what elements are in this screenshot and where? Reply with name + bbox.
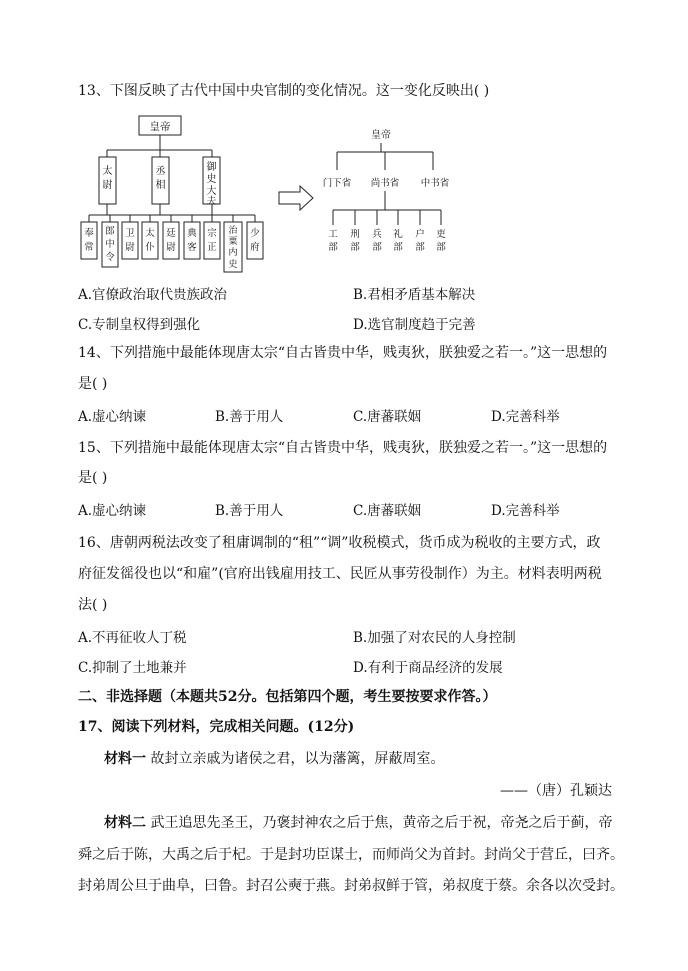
q13-option-b[interactable]: B.君相矛盾基本解决: [353, 287, 476, 303]
svg-text:仆: 仆: [145, 242, 155, 253]
svg-text:客: 客: [187, 242, 197, 253]
svg-text:郎: 郎: [105, 226, 115, 237]
svg-text:刑: 刑: [350, 229, 360, 240]
left-top-label: 皇帝: [149, 121, 171, 133]
left-bottom-row: [81, 215, 263, 272]
right-bottom-row: [328, 210, 446, 253]
q13-diagram: [0, 112, 688, 277]
svg-text:史: 史: [228, 260, 238, 270]
svg-text:正: 正: [207, 242, 217, 253]
q16-option-b[interactable]: B.加强了对农民的人身控制: [353, 630, 516, 646]
svg-text:奉: 奉: [84, 228, 94, 239]
svg-text:尉: 尉: [166, 242, 176, 253]
right-mid-2: 尚书省: [370, 178, 400, 189]
svg-text:工: 工: [328, 229, 338, 240]
svg-text:部: 部: [415, 242, 425, 253]
svg-text:吏: 吏: [436, 229, 446, 240]
q14-option-d[interactable]: D.完善科举: [491, 409, 560, 425]
svg-text:部: 部: [372, 242, 382, 253]
svg-text:部: 部: [350, 242, 360, 253]
left-mid-1-b: 尉: [102, 180, 113, 191]
left-mid-3-a: 御: [206, 162, 217, 173]
left-mid-2-a: 丞: [155, 166, 166, 177]
right-mid-3: 中书省: [420, 178, 450, 189]
svg-text:中: 中: [105, 239, 115, 250]
svg-text:少: 少: [250, 228, 260, 239]
svg-text:粟: 粟: [228, 237, 238, 247]
left-mid-2-b: 相: [155, 180, 166, 191]
right-top-label: 皇帝: [371, 130, 391, 141]
q14-option-c[interactable]: C.唐蕃联姻: [353, 409, 422, 425]
svg-text:令: 令: [105, 252, 115, 263]
q17-material-2-line-2: 舜之后于陈，大禹之后于杞。于是封功臣谋士，而师尚父为首封。封尚父于营丘，曰齐。: [78, 847, 624, 863]
q15-option-d[interactable]: D.完善科举: [491, 503, 560, 519]
q16-option-d[interactable]: D.有利于商品经济的发展: [353, 660, 503, 676]
q14-stem-2: 是( ): [78, 376, 108, 392]
svg-text:户: 户: [415, 229, 425, 240]
q16-option-c[interactable]: C.抑制了土地兼并: [78, 660, 187, 676]
svg-text:内: 内: [228, 248, 238, 258]
q15-option-b[interactable]: B.善于用人: [215, 503, 284, 519]
q14-stem-1: 14、下列措施中最能体现唐太宗“自古皆贵中华，贱夷狄，朕独爱之若一。”这一思想的: [78, 345, 608, 361]
svg-text:卫: 卫: [125, 228, 135, 239]
q14-option-a[interactable]: A.虚心纳谏: [78, 409, 147, 425]
q15-stem-2: 是( ): [78, 470, 108, 486]
q15-option-a[interactable]: A.虚心纳谏: [78, 503, 147, 519]
material-1-source: ——（唐）孔颖达: [500, 783, 612, 799]
q13-option-c[interactable]: C.专制皇权得到强化: [78, 317, 201, 333]
svg-text:府: 府: [250, 242, 260, 253]
q16-stem-2: 府征发徭役也以“和雇”(官府出钱雇用技工、民匠从事劳役制作）为主。材料表明两税: [78, 566, 602, 582]
svg-text:礼: 礼: [393, 229, 403, 240]
q16-stem-1: 16、唐朝两税法改变了租庸调制的“租”“调”收税模式，货币成为税收的主要方式，政: [78, 535, 601, 551]
svg-text:治: 治: [228, 226, 238, 236]
svg-text:太: 太: [145, 228, 155, 239]
q13-option-a[interactable]: A.官僚政治取代贵族政治: [78, 287, 228, 303]
q17-stem: 17、阅读下列材料，完成相关问题。(12分): [78, 719, 355, 735]
svg-text:常: 常: [84, 242, 94, 253]
q14-option-b[interactable]: B.善于用人: [215, 409, 284, 425]
q17-material-2-line-3: 封弟周公旦于曲阜，曰鲁。封召公奭于燕。封弟叔鲜于管，弟叔度于蔡。余各以次受封。: [78, 878, 624, 894]
material-1-label: 材料一: [104, 751, 146, 767]
left-mid-3-b: 史: [206, 174, 217, 185]
material-2-label: 材料二: [104, 815, 146, 831]
svg-text:部: 部: [328, 242, 338, 253]
svg-text:典: 典: [187, 228, 197, 239]
svg-text:廷: 廷: [166, 228, 176, 239]
q16-option-a[interactable]: A.不再征收人丁税: [78, 630, 187, 646]
section-2-heading: 二、非选择题（本题共52分。包括第四个题，考生要按要求作答。）: [78, 689, 497, 705]
left-mid-3-d: 夫: [206, 196, 217, 207]
svg-text:部: 部: [393, 242, 403, 253]
q17-material-2-line-1: [104, 812, 612, 832]
material-1-text: 故封立亲戚为诸侯之君，以为藩篱，屏蔽周室。: [150, 751, 445, 767]
svg-text:宗: 宗: [207, 228, 217, 239]
right-mid-1: 门下省: [322, 178, 352, 189]
left-mid-3-c: 大: [206, 186, 217, 197]
q17-material-1: [104, 748, 444, 768]
svg-text:部: 部: [436, 242, 446, 253]
material-2-text-1: 武王追思先圣王，乃褒封神农之后于焦，黄帝之后于祝，帝尧之后于蓟，帝: [150, 815, 613, 831]
q15-stem-1: 15、下列措施中最能体现唐太宗“自古皆贵中华，贱夷狄，朕独爱之若一。”这一思想的: [78, 440, 608, 456]
q16-stem-3: 法( ): [78, 597, 108, 613]
q13-stem: 13、下图反映了古代中国中央官制的变化情况。这一变化反映出( ): [78, 83, 490, 99]
svg-text:兵: 兵: [372, 229, 382, 240]
svg-text:尉: 尉: [125, 242, 135, 253]
q13-option-d[interactable]: D.选官制度趋于完善: [353, 317, 476, 333]
arrow-icon: [279, 186, 313, 210]
q15-option-c[interactable]: C.唐蕃联姻: [353, 503, 422, 519]
left-mid-1-a: 太: [102, 166, 113, 177]
